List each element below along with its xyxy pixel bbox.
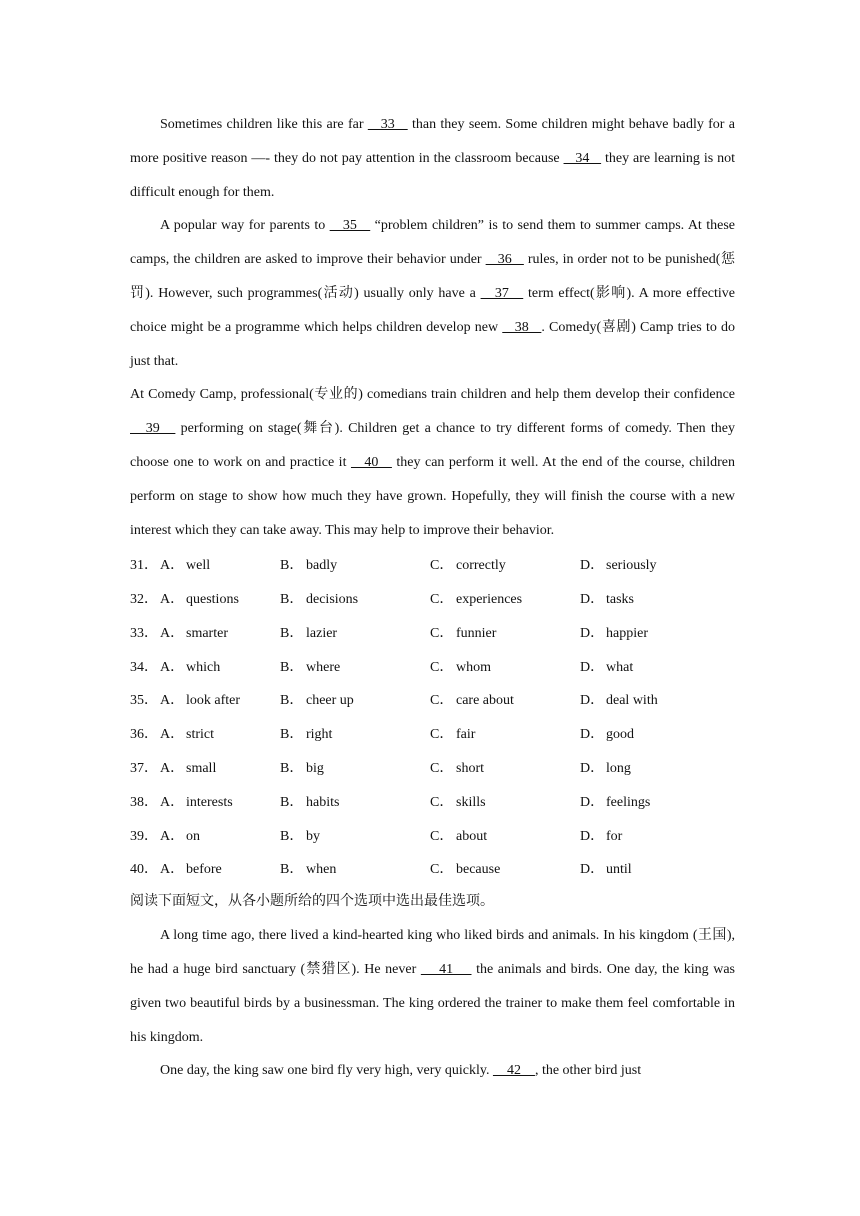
option-b: [280, 554, 430, 574]
blank-36: 36: [485, 252, 524, 268]
passage1-paragraph-2: [130, 209, 735, 378]
question-row: [130, 716, 735, 750]
blank-35: 35: [329, 218, 371, 234]
option-d: [580, 554, 730, 574]
question-row: [130, 852, 735, 886]
option-text: correctly: [456, 558, 506, 574]
option-text: for: [606, 828, 623, 844]
option-a: [160, 622, 280, 642]
option-d: [580, 858, 730, 878]
passage2-paragraph-2: [130, 1054, 735, 1088]
blank-33: 33: [367, 117, 408, 132]
option-text: short: [456, 761, 484, 777]
option-letter: D．: [580, 693, 605, 709]
option-text: seriously: [606, 558, 657, 574]
option-text: which: [186, 659, 221, 675]
option-letter: A．: [160, 828, 185, 844]
text: term effect(影响). A more effective choice might be a programme which helps children develop new: [130, 285, 735, 335]
document-content: [130, 108, 735, 1088]
question-number: 37．: [130, 761, 158, 777]
question-number: 32．: [130, 592, 158, 608]
option-b: [280, 825, 430, 845]
option-letter: B．: [280, 727, 304, 743]
option-letter: A．: [160, 659, 185, 675]
option-letter: B．: [280, 794, 304, 810]
option-c: [430, 554, 580, 574]
text: they are learning is not difficult enough for them.: [130, 150, 735, 200]
option-text: experiences: [456, 592, 523, 608]
option-text: badly: [306, 558, 338, 574]
option-letter: D．: [580, 828, 605, 844]
option-c: [430, 723, 580, 743]
option-letter: C．: [430, 659, 454, 675]
question-number: 39．: [130, 828, 158, 844]
option-letter: C．: [430, 761, 454, 777]
option-text: interests: [186, 794, 233, 810]
text: A long time ago, there lived a kind-hearted king who liked birds and animals. In his kingdom (王国), he had a huge bird sanctuary (禁猎区). He never: [130, 928, 735, 977]
option-text: well: [186, 558, 211, 574]
option-letter: D．: [580, 794, 605, 810]
option-letter: A．: [160, 693, 185, 709]
option-a: [160, 656, 280, 676]
option-c: [430, 622, 580, 642]
option-letter: B．: [280, 625, 304, 641]
option-b: [280, 858, 430, 878]
option-letter: C．: [430, 693, 454, 709]
text: the animals and birds. One day, the king was given two beautiful birds by a businessman. The king ordered the trainer to make them feel comfortable in his kingdom.: [130, 961, 735, 1045]
question-row: [130, 547, 735, 581]
text: than they seem. Some children might behave badly for a more positive reason —- they do not pay attention in the classroom because: [130, 117, 735, 166]
option-text: lazier: [306, 625, 338, 641]
option-a: [160, 791, 280, 811]
option-text: questions: [186, 592, 239, 608]
text: rules, in order not to be punished(惩罚). However, such programmes(活动) usually only have a: [130, 252, 735, 301]
option-letter: A．: [160, 862, 185, 878]
option-text: on: [186, 828, 200, 844]
option-letter: C．: [430, 592, 454, 608]
option-text: look after: [186, 693, 241, 709]
blank-39: 39: [130, 421, 176, 437]
option-a: [160, 723, 280, 743]
option-text: before: [186, 862, 222, 878]
option-a: [160, 689, 280, 709]
question-row: [130, 615, 735, 649]
option-text: by: [306, 828, 320, 844]
option-d: [580, 825, 730, 845]
option-b: [280, 689, 430, 709]
option-c: [430, 825, 580, 845]
option-text: about: [456, 828, 488, 844]
option-text: tasks: [606, 592, 634, 608]
option-b: [280, 588, 430, 608]
blank-37: 37: [480, 285, 524, 301]
option-b: [280, 757, 430, 777]
option-a: [160, 588, 280, 608]
option-text: habits: [306, 794, 340, 810]
text: One day, the king saw one bird fly very high, very quickly.: [160, 1063, 493, 1079]
option-text: care about: [456, 693, 514, 709]
option-c: [430, 791, 580, 811]
option-letter: A．: [160, 794, 185, 810]
option-letter: B．: [280, 828, 304, 844]
text: Sometimes children like this are far: [160, 117, 368, 132]
option-letter: B．: [280, 659, 304, 675]
option-text: because: [456, 862, 501, 878]
question-number: 36．: [130, 727, 158, 743]
option-a: [160, 825, 280, 845]
option-a: [160, 757, 280, 777]
option-text: deal with: [606, 693, 658, 709]
option-text: small: [186, 761, 217, 777]
option-letter: A．: [160, 625, 185, 641]
question-number: 34．: [130, 659, 158, 675]
option-c: [430, 757, 580, 777]
option-text: smarter: [186, 625, 228, 641]
question-row: [130, 649, 735, 683]
option-letter: B．: [280, 862, 304, 878]
option-b: [280, 622, 430, 642]
option-letter: B．: [280, 761, 304, 777]
blank-38: 38: [502, 319, 542, 335]
passage1-paragraph-1: [130, 108, 735, 209]
option-text: whom: [456, 659, 491, 675]
option-letter: A．: [160, 558, 185, 574]
option-letter: C．: [430, 727, 454, 743]
option-text: fair: [456, 727, 476, 743]
question-number: 33．: [130, 625, 158, 641]
text: . Comedy(喜剧) Camp tries to do just that.: [130, 319, 736, 369]
option-letter: B．: [280, 558, 304, 574]
option-text: when: [306, 862, 337, 878]
option-c: [430, 689, 580, 709]
question-row: [130, 784, 735, 818]
text: “problem children” is to send them to summer camps. At these camps, the children are asked to improve their behavior under: [130, 218, 736, 268]
option-letter: D．: [580, 659, 605, 675]
option-letter: B．: [280, 693, 304, 709]
option-d: [580, 588, 730, 608]
option-b: [280, 723, 430, 743]
option-a: [160, 554, 280, 574]
option-text: strict: [186, 727, 214, 743]
option-letter: C．: [430, 862, 454, 878]
blank-34: 34: [563, 150, 602, 166]
option-letter: C．: [430, 794, 454, 810]
option-letter: D．: [580, 558, 605, 574]
question-number: 40．: [130, 862, 158, 878]
text: they can perform it well. At the end of the course, children perform on stage to show how much they have grown. Hopefully, they will finish the course with a new interest which they can take away. This may help to improve their behavior.: [130, 454, 735, 538]
option-d: [580, 757, 730, 777]
option-d: [580, 622, 730, 642]
text: A popular way for parents to: [160, 218, 330, 234]
option-d: [580, 791, 730, 811]
option-text: decisions: [306, 592, 359, 608]
option-text: right: [306, 727, 333, 743]
option-text: where: [306, 659, 341, 675]
option-text: happier: [606, 625, 648, 641]
option-b: [280, 791, 430, 811]
text: At Comedy Camp, professional(专业的) comedians train children and help them develop their confidence: [130, 387, 735, 403]
text: performing on stage(舞台). Children get a chance to try different forms of comedy. Then they choose one to work on and practice it: [130, 421, 736, 470]
option-letter: C．: [430, 625, 454, 641]
question-number: 38．: [130, 794, 158, 810]
blank-42: 42: [492, 1063, 535, 1079]
option-text: good: [606, 727, 634, 743]
option-text: until: [606, 862, 632, 878]
option-letter: B．: [280, 592, 304, 608]
option-letter: A．: [160, 592, 185, 608]
option-letter: A．: [160, 761, 185, 777]
passage1-paragraph-3: [130, 378, 735, 547]
option-letter: D．: [580, 592, 605, 608]
question-row: [130, 683, 735, 717]
option-letter: D．: [580, 727, 605, 743]
question-number: 35．: [130, 693, 158, 709]
option-text: funnier: [456, 625, 497, 641]
option-letter: D．: [580, 862, 605, 878]
option-c: [430, 588, 580, 608]
question-row: [130, 750, 735, 784]
option-text: big: [306, 761, 324, 777]
reading-instruction: 阅读下面短文，从各小题所给的四个选项中选出最佳选项。: [130, 893, 494, 910]
option-text: skills: [456, 794, 486, 810]
option-text: cheer up: [306, 693, 354, 709]
option-d: [580, 656, 730, 676]
option-text: feelings: [606, 794, 651, 810]
option-a: [160, 858, 280, 878]
option-d: [580, 689, 730, 709]
blank-41: 41: [420, 961, 472, 977]
option-b: [280, 656, 430, 676]
question-options: [130, 547, 735, 885]
option-letter: D．: [580, 625, 605, 641]
option-c: [430, 656, 580, 676]
option-d: [580, 723, 730, 743]
option-letter: A．: [160, 727, 185, 743]
option-c: [430, 858, 580, 878]
option-letter: C．: [430, 828, 454, 844]
text: , the other bird just: [534, 1063, 642, 1079]
option-letter: D．: [580, 761, 605, 777]
option-letter: C．: [430, 558, 454, 574]
option-text: what: [606, 659, 634, 675]
option-text: long: [606, 761, 631, 777]
question-row: [130, 581, 735, 615]
passage2-paragraph-1: [130, 919, 735, 1054]
blank-40: 40: [350, 454, 392, 470]
question-row: [130, 818, 735, 852]
question-number: 31．: [130, 558, 158, 574]
